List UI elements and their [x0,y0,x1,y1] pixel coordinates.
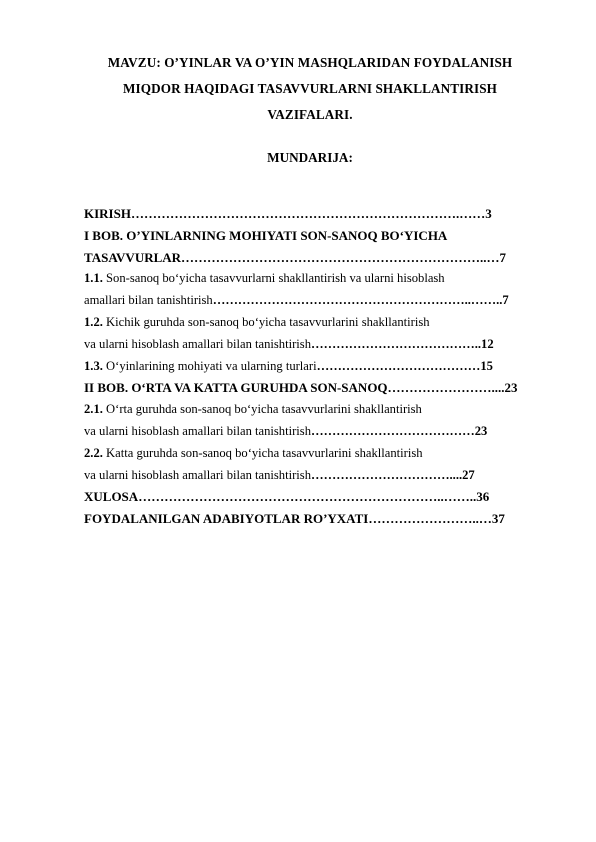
toc-entry-page: 36 [476,489,490,505]
toc-entry-page: 7 [502,293,509,308]
toc-entry [84,465,554,487]
toc-entry-text: amallari bilan tanishtirish [84,293,213,308]
toc-entry-leader: ……………………………………………………..…….. [212,293,503,308]
title-line-3: VAZIFALARI. [267,107,353,122]
toc-entry [84,203,554,225]
toc-entry [84,486,554,508]
toc-entry-page: 3 [485,206,492,221]
toc-entry-number: 2.1. [84,402,103,417]
document-title [80,50,540,128]
toc-entry-text: TASAVVURLAR [84,249,182,265]
toc-entry-text: II BOB. OʻRTA VA KATTA GURUHDA SON-SANOQ [84,380,388,396]
toc-entry [84,247,554,269]
table-of-contents [84,203,554,530]
toc-entry-text: va ularni hisoblash amallari bilan tanishtirish [84,467,311,482]
toc-entry-text: Son-sanoq boʻyicha tasavvurlarni shakllantirish va ularni hisoblash [102,271,445,286]
toc-entry-page: 15 [480,358,493,373]
toc-entry-text: Katta guruhda son-sanoq boʻyicha tasavvurlarini shakllantirish [102,445,423,460]
toc-entry [84,334,554,356]
toc-entry-leader: ………………………………… [316,358,481,373]
toc-entry-leader: …………………………….... [311,467,463,482]
toc-entry-leader: ……………………..… [368,511,492,527]
toc-entry-text: va ularni hisoblash amallari bilan tanishtirish [84,423,311,438]
toc-entry-text: Kichik guruhda son-sanoq boʻyicha tasavvurlarini shakllantirish [102,314,430,329]
toc-entry-text: va ularni hisoblash amallari bilan tanishtirish [84,336,311,351]
toc-entry-leader: ………………………………….. [311,336,482,351]
toc-entry-number: 2.2. [84,445,103,460]
toc-entry-page: 27 [462,467,475,482]
toc-entry-text: Oʻyinlarining mohiyati va ularning turlari [102,358,317,373]
toc-entry-text: I BOB. O’YINLARNING MOHIYATI SON-SANOQ BOʻYICHA [84,227,448,243]
toc-entry [84,399,554,421]
toc-entry [84,443,554,465]
toc-entry-text: Oʻrta guruhda son-sanoq boʻyicha tasavvurlarini shakllantirish [102,402,422,417]
title-line-1: MAVZU: O’YINLAR VA O’YIN MASHQLARIDAN FOYDALANISH [107,55,513,70]
toc-entry [84,421,554,443]
toc-entry-number: 1.1. [84,271,103,286]
toc-entry [84,225,554,247]
toc-entry-text: FOYDALANILGAN ADABIYOTLAR RO’YXATI [84,511,369,527]
toc-entry-page: 23 [474,423,488,438]
toc-entry-text: KIRISH [84,206,131,221]
toc-entry [84,356,554,378]
toc-entry [84,377,554,399]
toc-entry-leader: ……………………………………………………………..… [181,249,500,265]
toc-entry-leader: ………………………………… [311,423,475,438]
toc-entry [84,290,554,312]
toc-entry-leader: …………………….... [387,380,505,396]
toc-entry-page: 23 [504,380,518,396]
toc-entry [84,312,554,334]
toc-entry-number: 1.3. [84,358,103,373]
toc-entry-leader: ……………………………………………………………..…….. [138,489,477,505]
toc-entry-page: 37 [491,511,505,527]
toc-entry [84,268,554,290]
toc-entry-page: 12 [481,336,494,351]
toc-heading: MUNDARIJA: [267,150,353,165]
toc-entry-leader: ………………………………………………………………….…… [130,206,486,221]
toc-entry-number: 1.2. [84,314,103,329]
toc-entry [84,508,554,530]
toc-entry-page: 7 [499,249,507,265]
title-line-2: MIQDOR HAQIDAGI TASAVVURLARNI SHAKLLANTIRISH [122,81,498,96]
toc-entry-text: XULOSA [84,489,139,505]
